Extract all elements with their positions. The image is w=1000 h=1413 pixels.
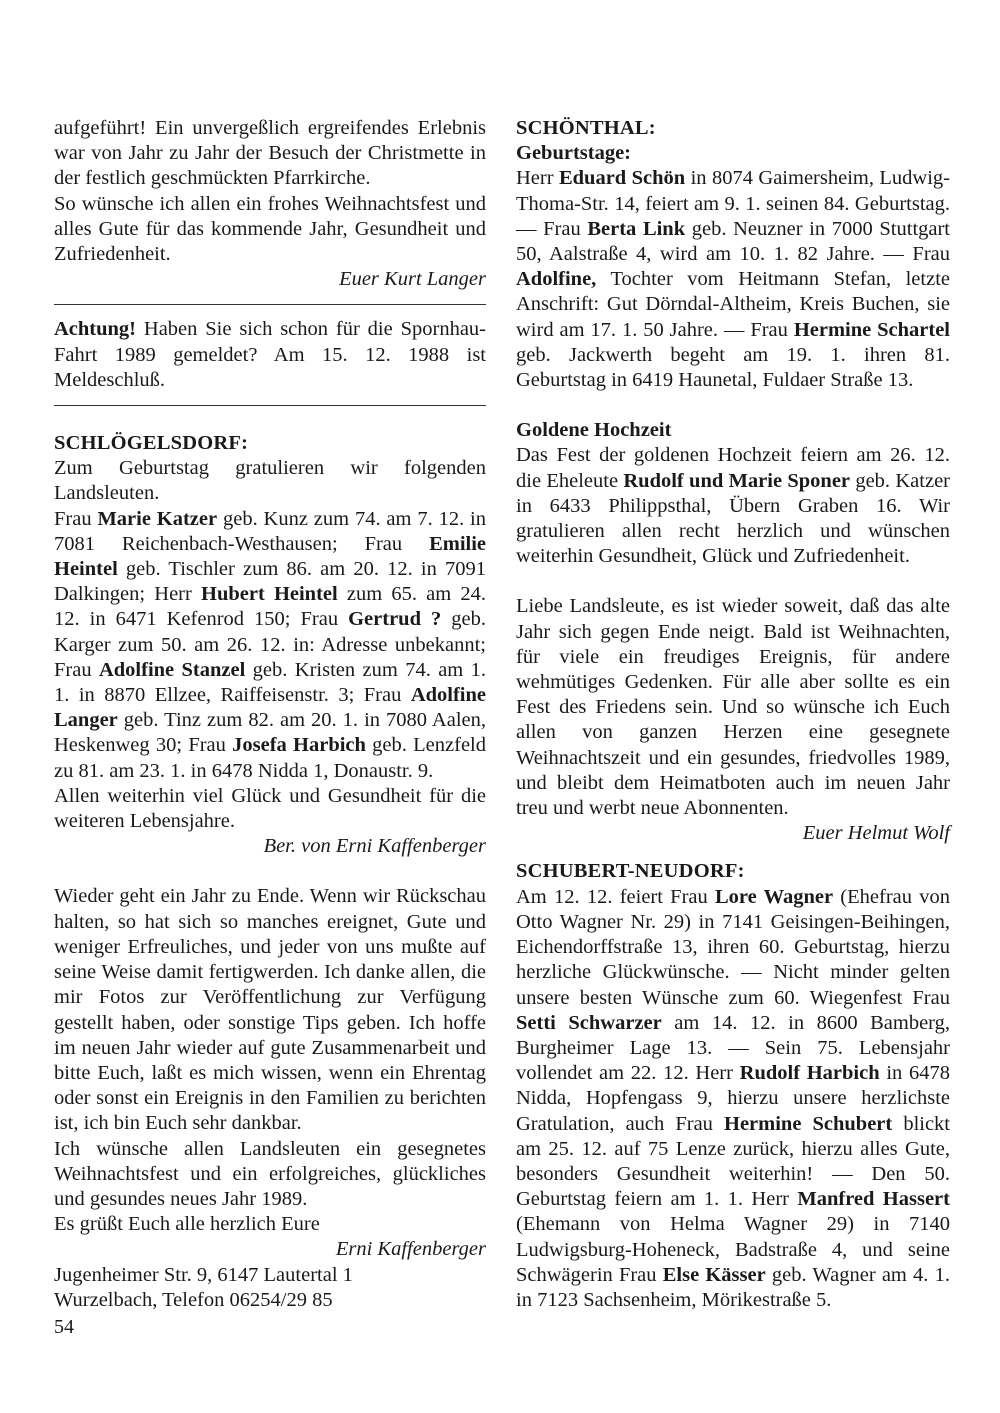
birthday-list-paragraph [54, 507, 486, 784]
text-span: blickt am 25. 12. auf 75 Lenze zurück, hierzu alles Gute, besonders Gesundheit weiterhin! — Den 50. Geburtstag feiern am 1. 1. Herr [516, 1112, 950, 1211]
section-heading-schubert-neudorf: SCHUBERT-NEUDORF: [516, 860, 745, 883]
person-name: Rudolf und Marie Sponer [623, 469, 851, 492]
review-paragraph: Wieder geht ein Jahr zu Ende. Wenn wir Rückschau halten, so hat sich so manches ereignet, Gute und weniger Erfreuliches, und jeder von uns mußte auf seine Weise damit fertigwerden. Ich danke allen, die mir Fotos zur Veröffentlichung zur Verfügung gestellt haben, oder sonstige Tips geben. Ich hoffe im neuen Jahr wieder auf gute Zusammenarbeit und bitte Euch, laßt es mich wissen, wenn ein Ehrentag oder sonst ein Ereignis in den Familien zu berichten ist, ich bin Euch sehr dankbar. [54, 885, 486, 1135]
signature-helmut-wolf: Euer Helmut Wolf [802, 822, 950, 845]
text-span: geb. Karger zum 50. am 26. 12. in: Adresse unbekannt; Frau [54, 608, 486, 681]
text-span: Tochter vom Heitmann Stefan, letzte Anschrift: Gut Dörndal-Altheim, Kreis Buchen, sie wird am 17. 1. 50 Jahre. — Frau [516, 268, 950, 341]
notice-text: Haben Sie sich schon für die Spornhau-Fahrt 1989 gemeldet? Am 15. 12. 1988 ist Meldeschluß. [54, 318, 486, 391]
person-name: Manfred Hassert [797, 1188, 950, 1211]
wishes-paragraph: So wünsche ich allen ein frohes Weihnachtsfest und alles Gute für das kommende Jahr, Gesundheit und Zufriedenheit. [54, 192, 486, 266]
text-span: geb. Tischler zum 86. am 20. 12. in 7091 Dalkingen; Herr [54, 558, 486, 606]
address-line-1: Jugenheimer Str. 9, 6147 Lautertal 1 [54, 1263, 353, 1286]
person-name: Adolfine Langer [54, 684, 486, 732]
text-span: geb. Neuzner in 7000 Stuttgart 50, Aalstraße 4, wird am 10. 1. 82 Jahre. — Frau [516, 217, 951, 266]
schloegelsdorf-intro: Zum Geburtstag gratulieren wir folgenden Landsleuten. [54, 457, 486, 505]
address-line-2: Wurzelbach, Telefon 06254/29 85 [54, 1288, 333, 1311]
left-column [54, 116, 486, 1313]
person-name: Berta Link [587, 217, 686, 240]
text-span: geb. Lenzfeld zu 81. am 23. 1. in 6478 Nidda 1, Donaustr. 9. [54, 734, 486, 782]
schubert-neudorf-paragraph [516, 885, 950, 1313]
text-span: in 8074 Gaimersheim, Ludwig-Thoma-Str. 14, feiert am 9. 1. seinen 84. Geburtstag. — Frau [516, 167, 950, 240]
person-name: Else Kässer [662, 1263, 766, 1286]
text-span: (Ehemann von Helma Wagner 29) in 7140 Ludwigsburg-Hoheneck, Badstraße 4, und seine Schwägerin Frau [516, 1213, 950, 1286]
person-name: Josefa Harbich [232, 734, 366, 757]
wish-paragraph: Ich wünsche allen Landsleuten ein gesegnetes Weihnachtsfest und ein erfolgreiches, glückliches und gesundes neues Jahr 1989. [54, 1137, 486, 1210]
text-span: geb. Tinz zum 82. am 20. 1. in 7080 Aalen, Heskenweg 30; Frau [54, 709, 486, 757]
person-name: Lore Wagner [714, 885, 834, 908]
closing-wishes: Allen weiterhin viel Glück und Gesundheit für die weiteren Lebensjahre. [54, 784, 486, 833]
person-name: Emilie Heintel [54, 532, 486, 581]
divider [54, 304, 486, 305]
person-name: Gertrud ? [348, 608, 442, 631]
landsleute-paragraph: Liebe Landsleute, es ist wieder soweit, daß das alte Jahr sich gegen Ende neigt. Bald ist Weihnachten, für viele ein freudiges Ereignis, für andere wehmütiges Gedenken. Für alle aber sollte es ein Fest des Friedens sein. Und so wünsche ich Euch allen von ganzen Herzen eine gesegnete Weihnachtszeit und ein gesundes, friedvolles 1989, und bleibt dem Heimatboten auch im neuen Jahr treu und werbt neue Abonnenten. [516, 595, 950, 820]
text-span: geb. Kristen zum 74. am 1. 1. in 8870 Ellzee, Raiffeisenstr. 3; Frau [54, 658, 486, 707]
subheading-geburtstage: Geburtstage: [516, 142, 632, 165]
text-span: geb. Wagner am 4. 1. in 7123 Sachsenheim, Mörikestraße 5. [516, 1263, 950, 1311]
notice-label: Achtung! [54, 318, 137, 341]
section-heading-schoenthal: SCHÖNTHAL: [516, 117, 656, 139]
signature-erni-report: Ber. von Erni Kaffenberger [263, 835, 486, 858]
page-number: 54 [54, 1316, 74, 1338]
person-name: Hermine Schubert [724, 1112, 893, 1135]
greeting-line: Es grüßt Euch alle herzlich Eure [54, 1213, 320, 1236]
schoenthal-birthdays [516, 166, 950, 393]
golden-wedding-paragraph [516, 443, 950, 569]
person-name: Rudolf Harbich [739, 1062, 880, 1085]
text-span: geb. Jackwerth begeht am 19. 1. ihren 81. Geburtstag in 6419 Haunetal, Fuldaer Straße 13. [516, 343, 950, 392]
text-span: geb. Kunz zum 74. am 7. 12. in 7081 Reichenbach-Westhausen; Frau [54, 507, 486, 555]
intro-paragraph: aufgeführt! Ein unvergeßlich ergreifendes Erlebnis war von Jahr zu Jahr der Besuch der Christmette in der festlich geschmückten Pfarrkirche. [54, 117, 486, 190]
text-span: Herr [516, 167, 559, 190]
notice-paragraph [54, 317, 486, 393]
person-name: Adolfine, [516, 268, 597, 291]
text-span: in 6478 Nidda, Hopfengass 9, hierzu unsere herzlichste Gratulation, auch Frau [516, 1062, 950, 1135]
signature-erni-kaffenberger: Erni Kaffenberger [335, 1238, 486, 1261]
person-name: Hermine Schartel [793, 318, 951, 341]
section-heading-schloegelsdorf: SCHLÖGELSDORF: [54, 432, 249, 455]
text-span: zum 65. am 24. 12. in 6471 Kefenrod 150; Frau [54, 583, 486, 631]
right-column [516, 116, 950, 1313]
person-name: Adolfine Stanzel [98, 658, 246, 681]
text-span: Das Fest der goldenen Hochzeit feiern am 26. 12. die Eheleute [516, 444, 950, 492]
text-span: Am 12. 12. feiert Frau [516, 885, 715, 908]
text-span: Frau [54, 507, 98, 530]
divider [54, 405, 486, 406]
signature-kurt-langer: Euer Kurt Langer [339, 268, 486, 291]
text-span: geb. Katzer in 6433 Philippsthal, Übern Graben 16. Wir gratulieren allen recht herzlich und wünschen weiterhin Gesundheit, Glück und Zufriedenheit. [516, 469, 950, 568]
subheading-goldene-hochzeit: Goldene Hochzeit [516, 419, 672, 442]
person-name: Setti Schwarzer [516, 1011, 662, 1034]
person-name: Hubert Heintel [201, 583, 338, 606]
text-span: am 14. 12. in 8600 Bamberg, Burgheimer Lage 13. — Sein 75. Lebensjahr vollendet am 22. 12. Herr [516, 1011, 951, 1085]
person-name: Marie Katzer [97, 507, 218, 530]
text-span: (Ehefrau von Otto Wagner Nr. 29) in 7141 Geisingen-Beihingen, Eichendorffstraße 13, ihren 60. Geburtstag, hierzu herzliche Glückwünsche. — Nicht minder gelten unsere besten Wünsche zum 60. Wiegenfest Frau [516, 885, 950, 1009]
person-name: Eduard Schön [558, 167, 686, 190]
